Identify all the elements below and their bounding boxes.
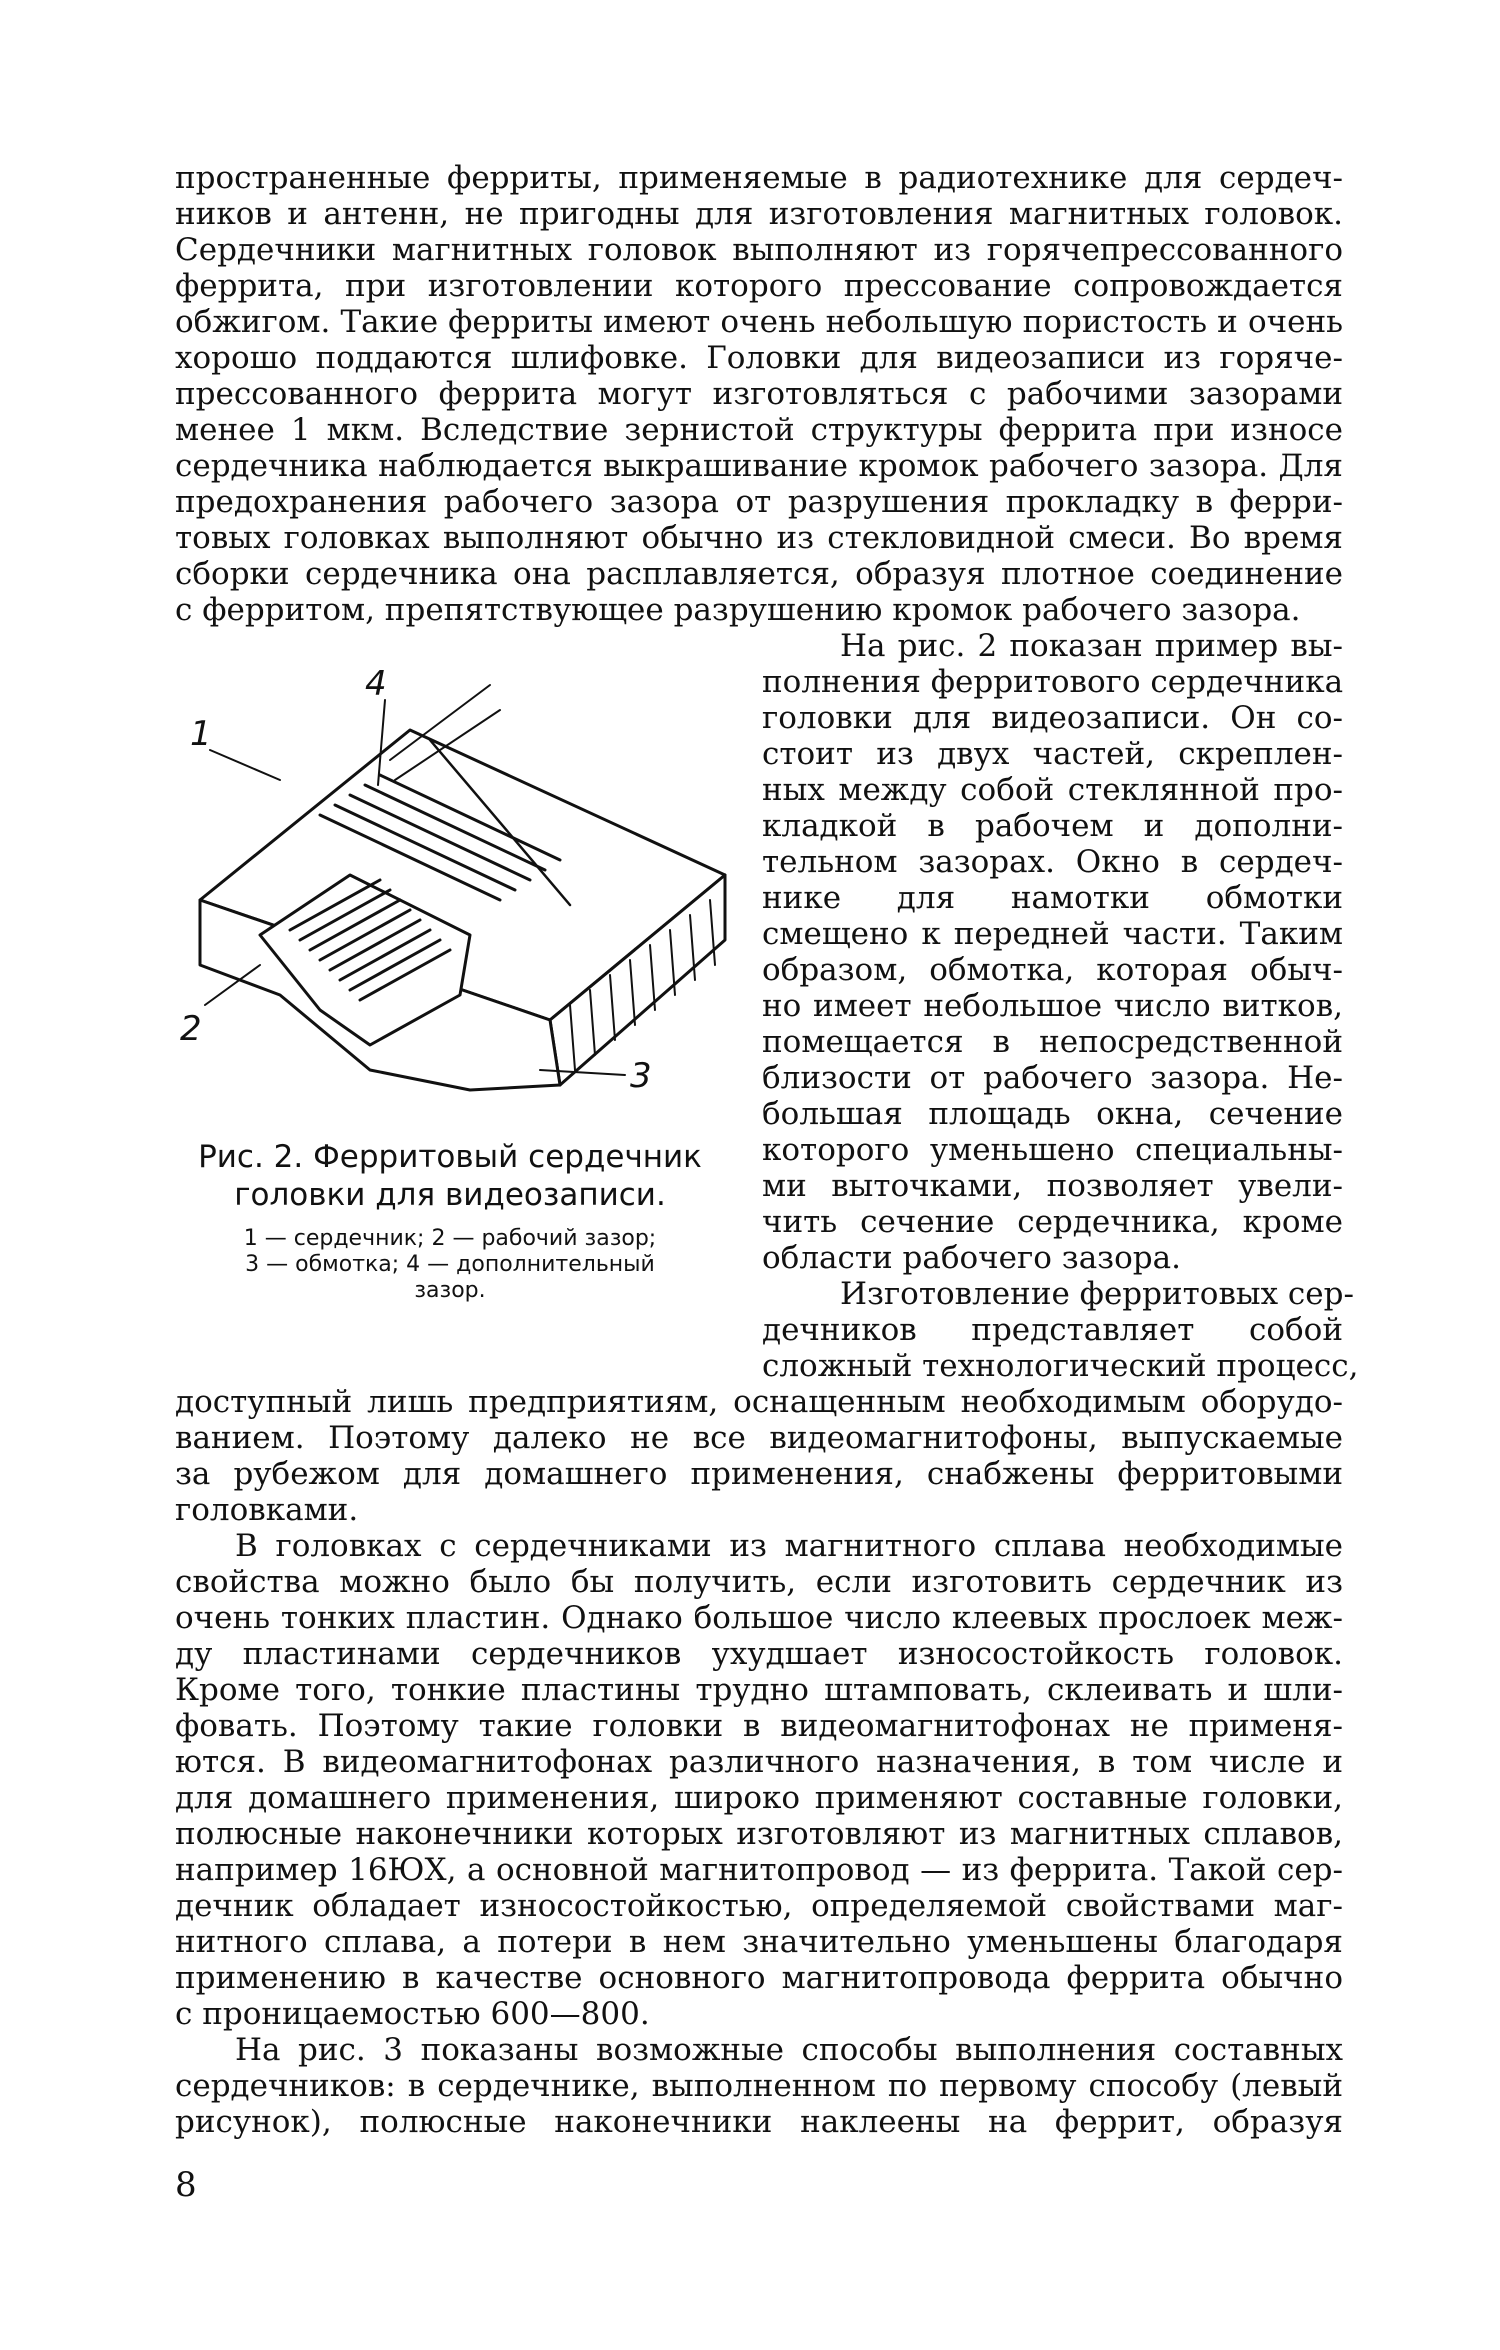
text-line: кладкой в рабочем и дополни- [762,808,1343,844]
text-line: ду пластинами сердечников ухудшает износостойкость головок. [175,1636,1343,1672]
caption-legend-line: 3 — обмотка; 4 — дополнительный [245,1252,655,1277]
caption-title-line: головки для видеозаписи. [234,1177,666,1213]
text-line: пространенные ферриты, применяемые в радиотехнике для сердеч- [175,160,1343,196]
text-line: обжигом. Такие ферриты имеют очень небольшую пористость и очень [175,304,1343,340]
text-line: чить сечение сердечника, кроме [762,1204,1343,1240]
text-line: за рубежом для домашнего применения, снабжены ферритовыми [175,1456,1343,1492]
figure-label-4: 4 [365,665,387,704]
text-line: Сердечники магнитных головок выполняют из горячепрессованного [175,232,1343,268]
text-line: области рабочего зазора. [762,1240,1181,1276]
text-line: Кроме того, тонкие пластины трудно штамповать, склеивать и шли- [175,1672,1343,1708]
text-line: нике для намотки обмотки [762,880,1343,916]
text-line: полюсные наконечники которых изготовляют из магнитных сплавов, [175,1816,1343,1852]
text-line: стоит из двух частей, скреплен- [762,736,1343,772]
text-line: с проницаемостью 600—800. [175,1996,650,2032]
text-line: феррита, при изготовлении которого прессование сопровождается [175,268,1343,304]
text-line: полнения ферритового сердечника [762,664,1344,700]
text-line: головками. [175,1492,359,1528]
text-line: смещено к передней части. Таким [762,916,1343,952]
caption-legend-line: 1 — сердечник; 2 — рабочий зазор; [243,1226,657,1251]
text-line: сердечника наблюдается выкрашивание кромок рабочего зазора. Для [175,448,1343,484]
text-line: но имеет небольшое число витков, [762,988,1343,1024]
text-line: ных между собой стеклянной про- [762,772,1343,808]
page-number: 8 [175,2165,197,2205]
text-line: головки для видеозаписи. Он со- [762,700,1343,736]
text-line: сложный технологический процесс, [762,1348,1359,1384]
text-line: ются. В видеомагнитофонах различного назначения, в том числе и [175,1744,1343,1780]
text-line: нитного сплава, а потери в нем значительно уменьшены благодаря [175,1924,1343,1960]
figure-label-2: 2 [180,1009,202,1049]
text-line: ми выточками, позволяет увели- [762,1168,1343,1204]
caption-legend-line: зазор. [414,1278,486,1303]
text-line: применению в качестве основного магнитопровода феррита обычно [175,1960,1343,1996]
text-line: дечник обладает износостойкостью, определяемой свойствами маг- [175,1888,1343,1924]
text-line: образом, обмотка, которая обыч- [762,952,1343,988]
text-line: рисунок), полюсные наконечники наклеены на феррит, образуя [175,2104,1343,2140]
text-line: доступный лишь предприятиям, оснащенным необходимым оборудо- [175,1384,1343,1420]
figure-label-1: 1 [190,714,212,754]
text-line: прессованного феррита могут изготовляться с рабочими зазорами [175,376,1343,412]
text-line: свойства можно было бы получить, если изготовить сердечник из [175,1564,1343,1600]
text-line: На рис. 3 показаны возможные способы выполнения составных [235,2032,1343,2068]
caption-title-line: Рис. 2. Ферритовый сердечник [198,1139,702,1175]
text-line: с ферритом, препятствующее разрушению кромок рабочего зазора. [175,592,1301,628]
text-line: близости от рабочего зазора. Не- [762,1060,1343,1096]
text-line: очень тонких пластин. Однако большое число клеевых прослоек меж- [175,1600,1343,1636]
text-line: В головках с сердечниками из магнитного сплава необходимые [235,1528,1343,1564]
text-line: дечников представляет собой [762,1312,1343,1348]
text-line: фовать. Поэтому такие головки в видеомагнитофонах не применя- [175,1708,1343,1744]
text-line: которого уменьшено специальны- [762,1132,1343,1168]
text-line: для домашнего применения, широко применяют составные головки, [175,1780,1343,1816]
text-line: предохранения рабочего зазора от разрушения прокладку в ферри- [175,484,1343,520]
text-line: хорошо поддаются шлифовке. Головки для видеозаписи из горяче- [175,340,1343,376]
text-line: менее 1 мкм. Вследствие зернистой структуры феррита при износе [175,412,1343,448]
text-line: большая площадь окна, сечение [762,1096,1343,1132]
text-line: ванием. Поэтому далеко не все видеомагнитофоны, выпускаемые [175,1420,1343,1456]
figure-label-3: 3 [630,1056,652,1096]
text-line: например 16ЮХ, а основной магнитопровод — из феррита. Такой сер- [175,1852,1343,1888]
text-line: тельном зазорах. Окно в сердеч- [762,844,1343,880]
ferrite-core-figure [170,665,750,1125]
text-line: сердечников: в сердечнике, выполненном по первому способу (левый [175,2068,1343,2104]
text-line: ников и антенн, не пригодны для изготовления магнитных головок. [175,196,1343,232]
text-line: помещается в непосредственной [762,1024,1343,1060]
text-line: На рис. 2 показан пример вы- [840,628,1343,664]
text-line: товых головках выполняют обычно из стекловидной смеси. Во время [175,520,1343,556]
leader-line-1 [210,750,280,780]
text-line: сборки сердечника она расплавляется, образуя плотное соединение [175,556,1343,592]
text-line: Изготовление ферритовых сер- [840,1276,1354,1312]
